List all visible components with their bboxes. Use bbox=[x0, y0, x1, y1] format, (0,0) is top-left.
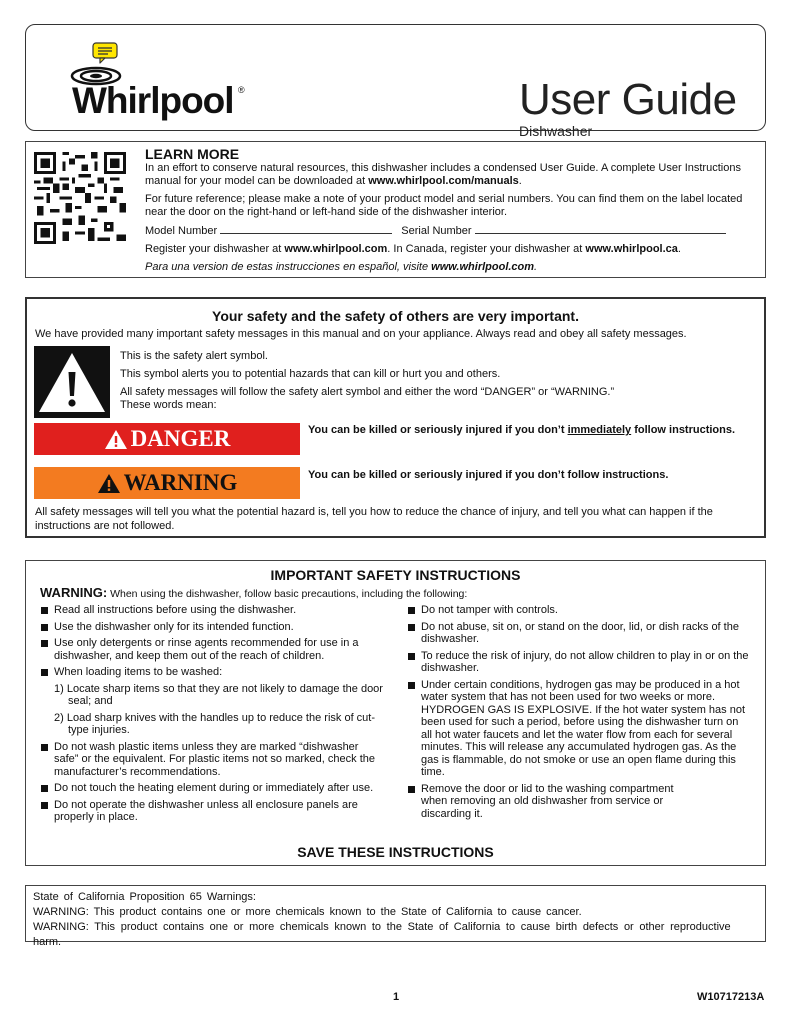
header-box bbox=[25, 24, 766, 139]
save-instructions-heading: SAVE THESE INSTRUCTIONS bbox=[297, 844, 494, 860]
list-item: Do not wash plastic items unless they are marked “dishwasher safe” or the equivalent. For plastic items not so marked, check the manufacturer’s recommendations. bbox=[40, 741, 385, 779]
list-item: When loading items to be washed: bbox=[40, 666, 385, 679]
list-item: Do not touch the heating element during or immediately after use. bbox=[40, 782, 385, 795]
qr-code-icon[interactable] bbox=[34, 152, 126, 244]
chat-bubble-icon bbox=[92, 42, 118, 64]
instructions-left-column bbox=[40, 604, 385, 828]
page-number: 1 bbox=[393, 991, 400, 1003]
register-paragraph: Register your dishwasher at www.whirlpool.com. In Canada, register your dishwasher at www.whirlpool.ca. bbox=[145, 243, 681, 255]
danger-banner bbox=[34, 423, 300, 455]
spanish-paragraph: Para una version de estas instrucciones en español, visite www.whirlpool.com. bbox=[145, 261, 538, 273]
model-number-field[interactable] bbox=[220, 224, 392, 234]
list-item: Read all instructions before using the dishwasher. bbox=[40, 604, 385, 617]
list-item: Use only detergents or rinse agents recommended for use in a dishwasher, and keep them out of the reach of children. bbox=[40, 637, 385, 662]
page-subtitle: Dishwasher bbox=[519, 123, 593, 139]
danger-label: DANGER bbox=[130, 426, 231, 451]
register-link-us[interactable]: www.whirlpool.com bbox=[284, 243, 388, 255]
serial-number-field[interactable] bbox=[475, 224, 726, 234]
sub-list-item: 2) Load sharp knives with the handles up to reduce the risk of cut-type injuries. bbox=[54, 711, 376, 736]
danger-description: You can be killed or seriously injured if you don’t immediately follow instructions. bbox=[308, 424, 736, 436]
sub-list-item: 1) Locate sharp items so that they are not likely to damage the door seal; and bbox=[54, 682, 383, 707]
learn-more-heading: LEARN MORE bbox=[145, 146, 240, 162]
alert-line-4: These words mean: bbox=[120, 399, 217, 411]
page-title: User Guide bbox=[519, 75, 737, 124]
list-item: Do not tamper with controls. bbox=[407, 604, 752, 617]
serial-number-paragraph: For future reference; please make a note of your product model and serial numbers. You can find them on the label located near the door on the right-hand or left-hand side of the dishwasher interior. bbox=[145, 193, 743, 218]
prop65-birth-defects-warning: WARNING: This product contains one or more chemicals known to the State of California to cause birth defects or other reproductive harm. bbox=[33, 921, 731, 948]
serial-number-label: Serial Number bbox=[401, 225, 472, 237]
trademark-symbol: ® bbox=[238, 85, 245, 95]
list-item: Use the dishwasher only for its intended function. bbox=[40, 621, 385, 634]
instructions-heading: IMPORTANT SAFETY INSTRUCTIONS bbox=[270, 567, 521, 583]
important-safety-instructions-box bbox=[25, 560, 766, 866]
danger-alert-icon bbox=[104, 429, 128, 450]
warning-description: You can be killed or seriously injured if you don’t follow instructions. bbox=[308, 469, 669, 481]
alert-line-1: This is the safety alert symbol. bbox=[120, 350, 268, 362]
safety-alert-icon bbox=[34, 346, 110, 418]
warning-alert-icon bbox=[97, 473, 121, 494]
brand-name: Whirlpool bbox=[72, 80, 234, 121]
prop65-title: State of California Proposition 65 Warnings: bbox=[33, 891, 256, 903]
model-serial-fields bbox=[145, 224, 761, 238]
warning-banner bbox=[34, 467, 300, 499]
manuals-link[interactable]: www.whirlpool.com/manuals bbox=[368, 175, 519, 187]
prop65-cancer-warning: WARNING: This product contains one or more chemicals known to the State of California to cause cancer. bbox=[33, 906, 582, 918]
model-number-label: Model Number bbox=[145, 225, 218, 237]
safety-intro: We have provided many important safety messages in this manual and on your appliance. Always read and obey all safety messages. bbox=[35, 328, 687, 340]
safety-heading: Your safety and the safety of others are very important. bbox=[212, 308, 579, 324]
manual-download-paragraph: In an effort to conserve natural resources, this dishwasher includes a condensed User Guide. A complete User Instructions manual for your model can be downloaded at www.whirlpool.com/manuals. bbox=[145, 162, 741, 187]
instructions-right-column bbox=[407, 604, 752, 824]
whirlpool-logo bbox=[66, 65, 246, 127]
list-item: Do not operate the dishwasher unless all enclosure panels are properly in place. bbox=[40, 799, 385, 824]
instructions-warning: WARNING: When using the dishwasher, follow basic precautions, including the following: bbox=[40, 585, 468, 600]
list-item: To reduce the risk of injury, do not allow children to play in or on the dishwasher. bbox=[407, 650, 752, 675]
safety-footer-text: All safety messages will tell you what the potential hazard is, tell you how to reduce the chance of injury, and tell you what can happen if the instructions are not followed. bbox=[35, 506, 713, 532]
list-item: Remove the door or lid to the washing compartment when removing an old dishwasher from service or discarding it. bbox=[407, 783, 752, 821]
alert-line-3: All safety messages will follow the safety alert symbol and either the word “DANGER” or “WARNING.” bbox=[120, 386, 615, 398]
learn-more-box bbox=[25, 141, 766, 278]
list-item: Do not abuse, sit on, or stand on the door, lid, or dish racks of the dishwasher. bbox=[407, 621, 752, 646]
prop65-box bbox=[25, 885, 766, 948]
list-item: Under certain conditions, hydrogen gas may be produced in a hot water system that has not been used for two weeks or more. HYDROGEN GAS IS EXPLOSIVE. If the hot water system has not been used for such a period, before using the dishwasher turn on all hot water faucets and let the water flow from each for several minutes. This will release any accumulated hydrogen gas. As the gas is flammable, do not smoke or use an open flame during this time. bbox=[407, 679, 752, 779]
warning-label: WARNING bbox=[123, 470, 238, 495]
register-link-canada[interactable]: www.whirlpool.ca bbox=[585, 243, 678, 255]
spanish-link[interactable]: www.whirlpool.com bbox=[431, 261, 535, 273]
document-number: W10717213A bbox=[697, 991, 765, 1003]
safety-box bbox=[25, 297, 766, 538]
alert-line-2: This symbol alerts you to potential hazards that can kill or hurt you and others. bbox=[120, 368, 501, 380]
